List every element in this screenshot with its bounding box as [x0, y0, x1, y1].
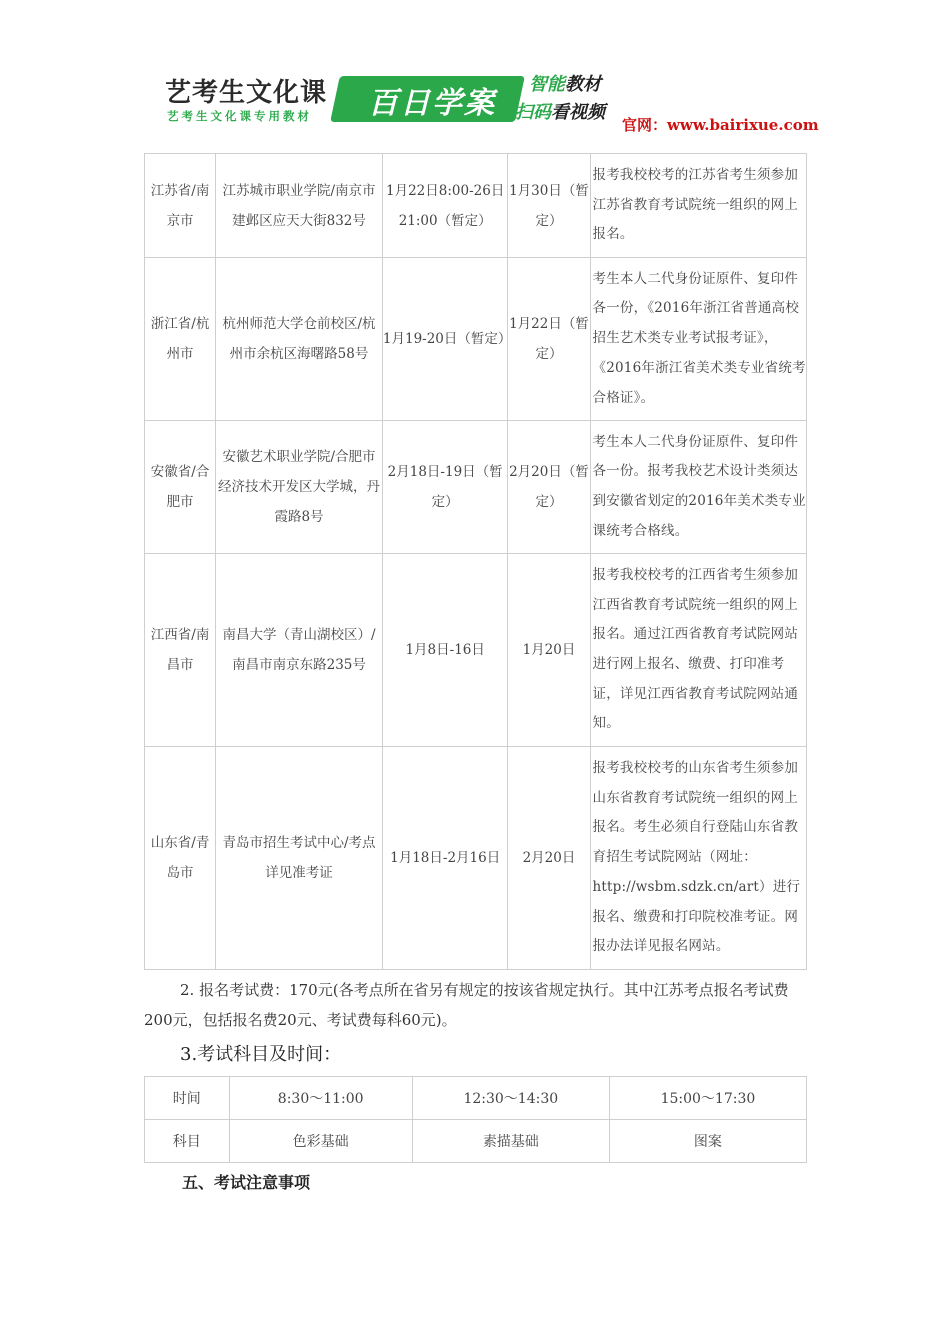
time-slot-cell: 12:30～14:30 — [412, 1077, 609, 1120]
location-cell: 南昌大学（青山湖校区）/南昌市南京东路235号 — [216, 554, 383, 747]
subject-cell: 素描基础 — [412, 1120, 609, 1163]
location-cell: 青岛市招生考试中心/考点详见准考证 — [216, 747, 383, 970]
result-date-cell: 2月20日（暂定） — [508, 421, 590, 554]
time-header-cell: 时间 — [145, 1077, 230, 1120]
official-site-link[interactable]: 官网：www.bairixue.com — [622, 116, 819, 134]
result-date-cell: 1月22日（暂定） — [508, 258, 590, 421]
province-cell: 安徽省/合肥市 — [145, 421, 216, 554]
location-cell: 江苏城市职业学院/南京市建邺区应天大街832号 — [216, 154, 383, 258]
table-row — [145, 1077, 807, 1120]
province-cell: 江苏省/南京市 — [145, 154, 216, 258]
notes-cell: 报考我校校考的江西省考生须参加江西省教育考试院统一组织的网上报名。通过江西省教育考试院网站进行网上报名、缴费、打印准考证，详见江西省教育考试院网站通知。 — [590, 554, 806, 747]
result-date-cell: 2月20日 — [508, 747, 590, 970]
table-row — [145, 1120, 807, 1163]
province-cell: 浙江省/杭州市 — [145, 258, 216, 421]
exam-date-cell: 1月19-20日（暂定） — [382, 258, 508, 421]
slogan-smart: 智能 — [529, 74, 565, 95]
subject-header-cell: 科目 — [145, 1120, 230, 1163]
subject-cell: 图案 — [609, 1120, 806, 1163]
section-3-heading: 3.考试科目及时间： — [180, 1044, 342, 1065]
location-cell: 杭州师范大学仓前校区/杭州市余杭区海曙路58号 — [216, 258, 383, 421]
slogan-video: 看视频 — [551, 102, 605, 123]
section-5-heading: 五、考试注意事项 — [182, 1173, 311, 1192]
location-cell: 安徽艺术职业学院/合肥市经济技术开发区大学城，丹霞路8号 — [216, 421, 383, 554]
time-slot-cell: 8:30～11:00 — [229, 1077, 412, 1120]
exam-date-cell: 1月8日-16日 — [382, 554, 508, 747]
table-row — [145, 258, 807, 421]
slogan-material: 教材 — [565, 74, 601, 95]
slogan-line-1 — [529, 70, 601, 96]
result-date-cell: 1月30日（暂定） — [508, 154, 590, 258]
slogan-scan: 扫码 — [515, 102, 551, 123]
time-slot-cell: 15:00～17:30 — [609, 1077, 806, 1120]
brand-title: 艺考生文化课 — [165, 78, 328, 108]
table-row — [145, 421, 807, 554]
notes-cell: 考生本人二代身份证原件、复印件各一份，《2016年浙江省普通高校招生艺术类专业考试报考证》，《2016年浙江省美术类专业省统考合格证》。 — [590, 258, 806, 421]
slogan-line-2 — [515, 98, 605, 124]
header-banner — [165, 70, 819, 140]
notes-cell: 报考我校校考的江苏省考生须参加江苏省教育考试院统一组织的网上报名。 — [590, 154, 806, 258]
fee-paragraph: 2. 报名考试费：170元(各考点所在省另有规定的按该省规定执行。其中江苏考点报名考试费200元，包括报名费20元、考试费每科60元)。 — [144, 981, 789, 1029]
table-row — [145, 554, 807, 747]
exam-date-cell: 2月18日-19日（暂定） — [382, 421, 508, 554]
province-cell: 山东省/青岛市 — [145, 747, 216, 970]
subject-cell: 色彩基础 — [229, 1120, 412, 1163]
notes-cell: 考生本人二代身份证原件、复印件各一份。报考我校艺术设计类须达到安徽省划定的2016年美术类专业课统考合格线。 — [590, 421, 806, 554]
notes-cell: 报考我校校考的山东省考生须参加山东省教育考试院统一组织的网上报名。考生必须自行登陆山东省教育招生考试院网站（网址：http://wsbm.sdzk.cn/art）进行报名、缴费和打印院校准考证。网报办法详见报名网站。 — [590, 747, 806, 970]
brand-block-text: 百日学案 — [368, 86, 496, 121]
brand-subtitle: 艺考生文化课专用教材 — [167, 109, 312, 123]
exam-date-cell: 1月22日8:00-26日21:00（暂定） — [382, 154, 508, 258]
exam-location-table — [144, 153, 807, 970]
result-date-cell: 1月20日 — [508, 554, 590, 747]
province-cell: 江西省/南昌市 — [145, 554, 216, 747]
exam-date-cell: 1月18日-2月16日 — [382, 747, 508, 970]
table-row — [145, 747, 807, 970]
table-row — [145, 154, 807, 258]
exam-time-table — [144, 1076, 807, 1163]
